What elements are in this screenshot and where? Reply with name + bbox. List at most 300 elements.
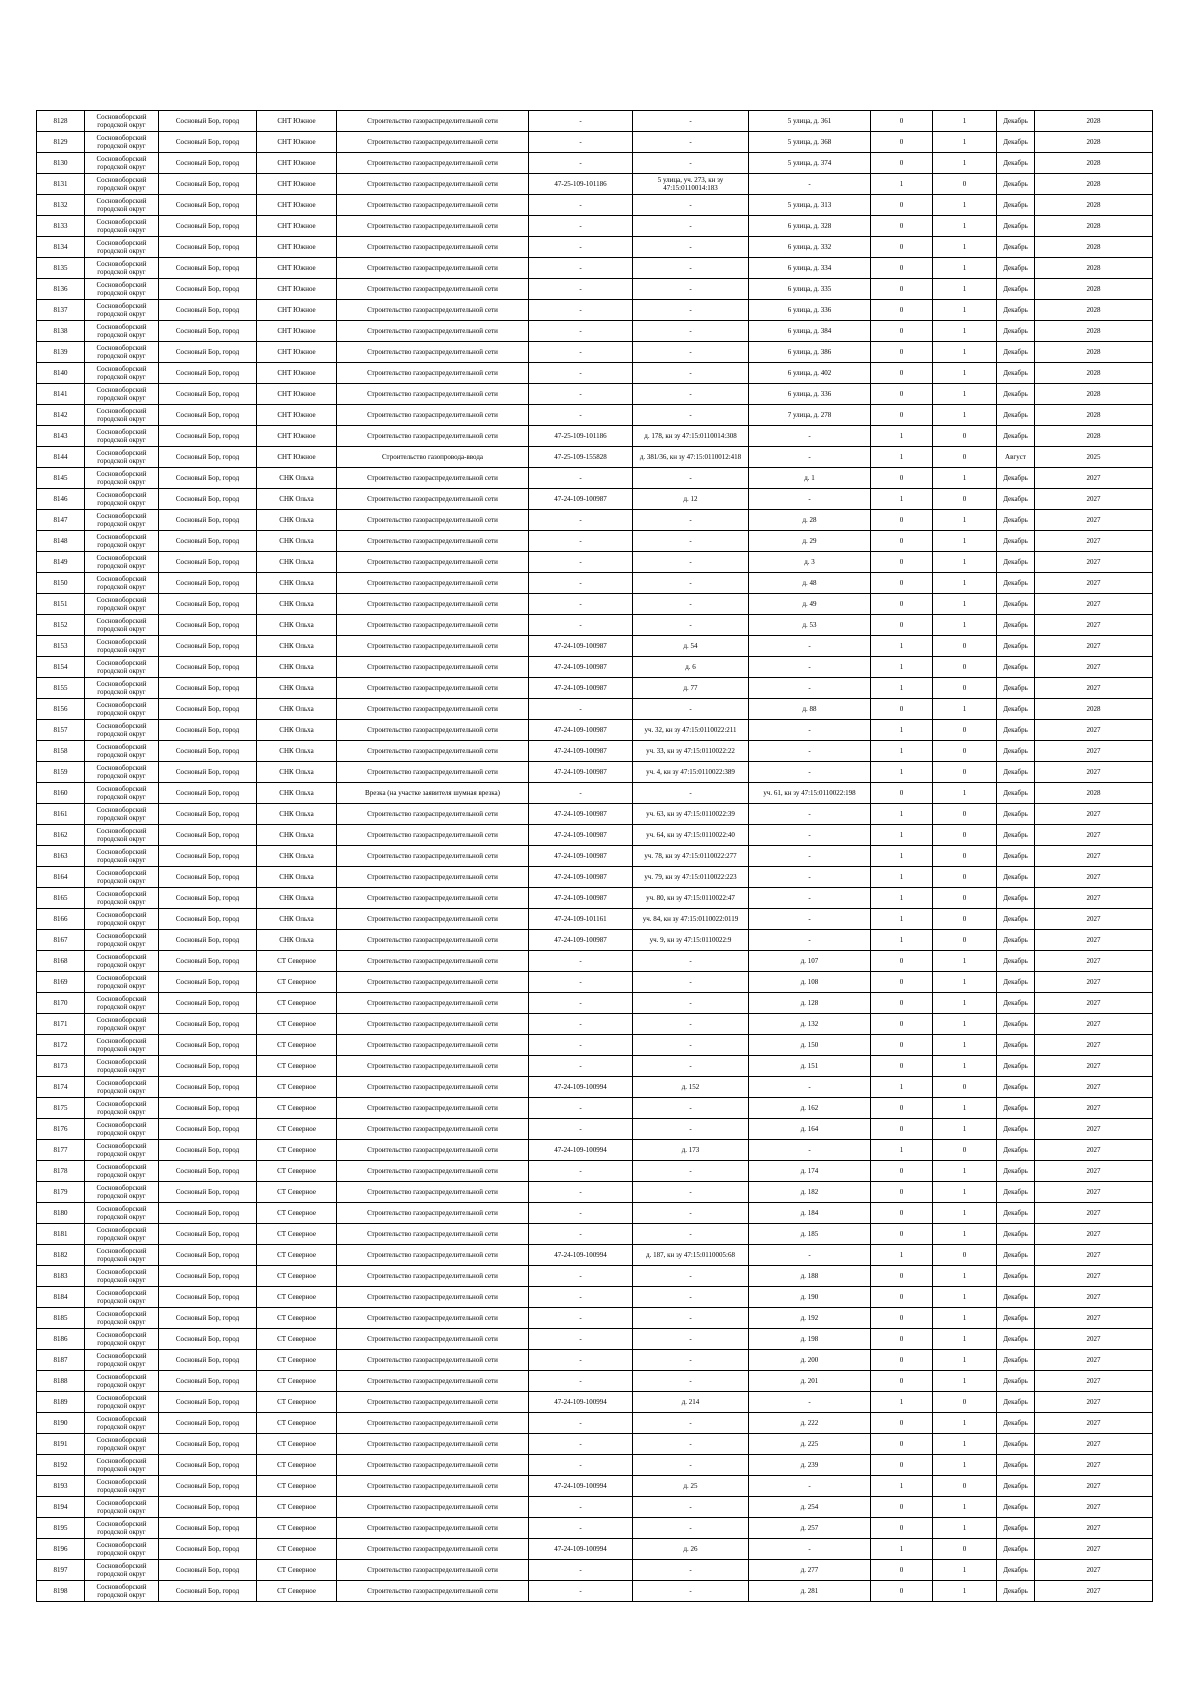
month-cell: Август (997, 447, 1035, 468)
flag-b-cell: 1 (933, 279, 997, 300)
address-cell: - (749, 1140, 871, 1161)
application-number-cell: 47-24-109-100994 (529, 1140, 633, 1161)
flag-b-cell: 0 (933, 720, 997, 741)
row-number-cell: 8172 (37, 1035, 85, 1056)
row-number-cell: 8144 (37, 447, 85, 468)
application-number-cell: 47-24-109-100987 (529, 636, 633, 657)
row-number-cell: 8169 (37, 972, 85, 993)
year-cell: 2027 (1035, 1119, 1153, 1140)
row-number-cell: 8190 (37, 1413, 85, 1434)
community-cell: СНК Ольха (257, 762, 337, 783)
community-cell: СТ Северное (257, 1119, 337, 1140)
flag-b-cell: 1 (933, 1413, 997, 1434)
application-number-cell: - (529, 783, 633, 804)
flag-b-cell: 1 (933, 1224, 997, 1245)
month-cell: Декабрь (997, 237, 1035, 258)
flag-a-cell: 0 (871, 342, 933, 363)
settlement-cell: Сосновый Бор, город (159, 468, 257, 489)
work-type-cell: Строительство газораспределительной сети (337, 111, 529, 132)
year-cell: 2028 (1035, 426, 1153, 447)
month-cell: Декабрь (997, 1539, 1035, 1560)
work-type-cell: Строительство газораспределительной сети (337, 342, 529, 363)
community-cell: СНК Ольха (257, 825, 337, 846)
row-number-cell: 8154 (37, 657, 85, 678)
row-number-cell: 8135 (37, 258, 85, 279)
work-type-cell: Строительство газораспределительной сети (337, 1560, 529, 1581)
settlement-cell: Сосновый Бор, город (159, 258, 257, 279)
plot-info-cell: д. 173 (633, 1140, 749, 1161)
application-number-cell: - (529, 1014, 633, 1035)
settlement-cell: Сосновый Бор, город (159, 1434, 257, 1455)
community-cell: СНК Ольха (257, 867, 337, 888)
community-cell: СТ Северное (257, 1392, 337, 1413)
settlement-cell: Сосновый Бор, город (159, 426, 257, 447)
table-row (37, 1119, 1153, 1140)
year-cell: 2027 (1035, 909, 1153, 930)
address-cell: 5 улица, д. 368 (749, 132, 871, 153)
year-cell: 2027 (1035, 1014, 1153, 1035)
flag-b-cell: 1 (933, 1014, 997, 1035)
district-cell: Сосновоборский городской округ (85, 573, 159, 594)
settlement-cell: Сосновый Бор, город (159, 762, 257, 783)
plot-info-cell: уч. 64, кн зу 47:15:0110022:40 (633, 825, 749, 846)
work-type-cell: Строительство газораспределительной сети (337, 1203, 529, 1224)
row-number-cell: 8158 (37, 741, 85, 762)
address-cell: д. 188 (749, 1266, 871, 1287)
work-type-cell: Строительство газораспределительной сети (337, 468, 529, 489)
table-row (37, 720, 1153, 741)
community-cell: СНК Ольха (257, 468, 337, 489)
month-cell: Декабрь (997, 1224, 1035, 1245)
plot-info-cell: - (633, 1434, 749, 1455)
flag-b-cell: 1 (933, 1098, 997, 1119)
plot-info-cell: - (633, 237, 749, 258)
work-type-cell: Строительство газораспределительной сети (337, 510, 529, 531)
plot-info-cell: д. 381/36, кн зу 47:15:0110012:418 (633, 447, 749, 468)
community-cell: СТ Северное (257, 1056, 337, 1077)
month-cell: Декабрь (997, 825, 1035, 846)
settlement-cell: Сосновый Бор, город (159, 1497, 257, 1518)
row-number-cell: 8139 (37, 342, 85, 363)
community-cell: СНТ Южное (257, 153, 337, 174)
community-cell: СТ Северное (257, 1413, 337, 1434)
settlement-cell: Сосновый Бор, город (159, 741, 257, 762)
year-cell: 2027 (1035, 510, 1153, 531)
community-cell: СНТ Южное (257, 132, 337, 153)
district-cell: Сосновоборский городской округ (85, 216, 159, 237)
district-cell: Сосновоборский городской округ (85, 1098, 159, 1119)
flag-b-cell: 0 (933, 867, 997, 888)
flag-a-cell: 0 (871, 1581, 933, 1602)
application-number-cell: - (529, 111, 633, 132)
plot-info-cell: - (633, 300, 749, 321)
flag-a-cell: 0 (871, 1203, 933, 1224)
year-cell: 2027 (1035, 1560, 1153, 1581)
address-cell: д. 182 (749, 1182, 871, 1203)
application-number-cell: 47-24-109-100987 (529, 825, 633, 846)
table-row (37, 468, 1153, 489)
district-cell: Сосновоборский городской округ (85, 804, 159, 825)
flag-b-cell: 1 (933, 573, 997, 594)
address-cell: 6 улица, д. 336 (749, 384, 871, 405)
community-cell: СНТ Южное (257, 195, 337, 216)
plot-info-cell: уч. 9, кн зу 47:15:0110022:9 (633, 930, 749, 951)
address-cell: д. 132 (749, 1014, 871, 1035)
community-cell: СНК Ольха (257, 573, 337, 594)
year-cell: 2027 (1035, 1098, 1153, 1119)
application-number-cell: 47-25-109-101186 (529, 426, 633, 447)
work-type-cell: Строительство газораспределительной сети (337, 741, 529, 762)
community-cell: СТ Северное (257, 1350, 337, 1371)
plot-info-cell: - (633, 1560, 749, 1581)
flag-a-cell: 0 (871, 1497, 933, 1518)
table-row (37, 1161, 1153, 1182)
settlement-cell: Сосновый Бор, город (159, 321, 257, 342)
year-cell: 2028 (1035, 363, 1153, 384)
flag-a-cell: 1 (871, 1140, 933, 1161)
community-cell: СНК Ольха (257, 615, 337, 636)
row-number-cell: 8134 (37, 237, 85, 258)
row-number-cell: 8128 (37, 111, 85, 132)
application-number-cell: - (529, 1371, 633, 1392)
work-type-cell: Строительство газораспределительной сети (337, 657, 529, 678)
address-cell: - (749, 888, 871, 909)
address-cell: - (749, 1245, 871, 1266)
district-cell: Сосновоборский городской округ (85, 447, 159, 468)
community-cell: СНТ Южное (257, 447, 337, 468)
month-cell: Декабрь (997, 678, 1035, 699)
flag-a-cell: 0 (871, 153, 933, 174)
flag-b-cell: 1 (933, 1434, 997, 1455)
application-number-cell: - (529, 1581, 633, 1602)
table-body (37, 111, 1153, 1602)
year-cell: 2027 (1035, 1308, 1153, 1329)
address-cell: 6 улица, д. 335 (749, 279, 871, 300)
work-type-cell: Строительство газораспределительной сети (337, 363, 529, 384)
plot-info-cell: - (633, 510, 749, 531)
flag-b-cell: 0 (933, 888, 997, 909)
month-cell: Декабрь (997, 153, 1035, 174)
address-cell: д. 257 (749, 1518, 871, 1539)
district-cell: Сосновоборский городской округ (85, 1560, 159, 1581)
application-number-cell: - (529, 1161, 633, 1182)
community-cell: СНТ Южное (257, 216, 337, 237)
month-cell: Декабрь (997, 1203, 1035, 1224)
settlement-cell: Сосновый Бор, город (159, 1077, 257, 1098)
row-number-cell: 8179 (37, 1182, 85, 1203)
year-cell: 2027 (1035, 804, 1153, 825)
table-row (37, 1476, 1153, 1497)
settlement-cell: Сосновый Бор, город (159, 279, 257, 300)
district-cell: Сосновоборский городской округ (85, 342, 159, 363)
settlement-cell: Сосновый Бор, город (159, 300, 257, 321)
plot-info-cell: - (633, 1119, 749, 1140)
flag-b-cell: 1 (933, 552, 997, 573)
district-cell: Сосновоборский городской округ (85, 321, 159, 342)
plot-info-cell: уч. 84, кн зу 47:15:0110022:0119 (633, 909, 749, 930)
flag-b-cell: 1 (933, 384, 997, 405)
district-cell: Сосновоборский городской округ (85, 636, 159, 657)
row-number-cell: 8173 (37, 1056, 85, 1077)
address-cell: д. 192 (749, 1308, 871, 1329)
district-cell: Сосновоборский городской округ (85, 615, 159, 636)
year-cell: 2027 (1035, 1497, 1153, 1518)
district-cell: Сосновоборский городской округ (85, 1497, 159, 1518)
table-row (37, 846, 1153, 867)
plot-info-cell: - (633, 1266, 749, 1287)
flag-a-cell: 0 (871, 552, 933, 573)
application-number-cell: - (529, 1560, 633, 1581)
district-cell: Сосновоборский городской округ (85, 1119, 159, 1140)
community-cell: СНТ Южное (257, 300, 337, 321)
flag-b-cell: 0 (933, 909, 997, 930)
application-number-cell: 47-24-109-100987 (529, 888, 633, 909)
row-number-cell: 8170 (37, 993, 85, 1014)
plot-info-cell: - (633, 258, 749, 279)
row-number-cell: 8198 (37, 1581, 85, 1602)
year-cell: 2027 (1035, 1035, 1153, 1056)
flag-a-cell: 1 (871, 636, 933, 657)
application-number-cell: - (529, 1287, 633, 1308)
month-cell: Декабрь (997, 1497, 1035, 1518)
year-cell: 2027 (1035, 1203, 1153, 1224)
settlement-cell: Сосновый Бор, город (159, 1203, 257, 1224)
settlement-cell: Сосновый Бор, город (159, 447, 257, 468)
table-row (37, 1518, 1153, 1539)
application-number-cell: 47-24-109-100987 (529, 657, 633, 678)
table-row (37, 909, 1153, 930)
settlement-cell: Сосновый Бор, город (159, 342, 257, 363)
address-cell: - (749, 930, 871, 951)
flag-a-cell: 0 (871, 1560, 933, 1581)
application-number-cell: - (529, 237, 633, 258)
row-number-cell: 8192 (37, 1455, 85, 1476)
month-cell: Декабрь (997, 174, 1035, 195)
settlement-cell: Сосновый Бор, город (159, 1413, 257, 1434)
year-cell: 2027 (1035, 468, 1153, 489)
application-number-cell: - (529, 1266, 633, 1287)
work-type-cell: Строительство газораспределительной сети (337, 1245, 529, 1266)
application-number-cell: - (529, 1413, 633, 1434)
plot-info-cell: д. 54 (633, 636, 749, 657)
application-number-cell: - (529, 972, 633, 993)
address-cell: д. 184 (749, 1203, 871, 1224)
district-cell: Сосновоборский городской округ (85, 909, 159, 930)
flag-b-cell: 1 (933, 405, 997, 426)
month-cell: Декабрь (997, 405, 1035, 426)
work-type-cell: Строительство газораспределительной сети (337, 1455, 529, 1476)
document-page (36, 110, 1152, 1602)
community-cell: СНТ Южное (257, 342, 337, 363)
row-number-cell: 8161 (37, 804, 85, 825)
community-cell: СНК Ольха (257, 636, 337, 657)
settlement-cell: Сосновый Бор, город (159, 825, 257, 846)
application-number-cell: 47-24-109-100987 (529, 930, 633, 951)
month-cell: Декабрь (997, 1371, 1035, 1392)
district-cell: Сосновоборский городской округ (85, 1350, 159, 1371)
district-cell: Сосновоборский городской округ (85, 111, 159, 132)
application-number-cell: 47-24-109-100994 (529, 1077, 633, 1098)
application-number-cell: - (529, 1455, 633, 1476)
application-number-cell: 47-24-109-100987 (529, 741, 633, 762)
address-cell: д. 48 (749, 573, 871, 594)
district-cell: Сосновоборский городской округ (85, 762, 159, 783)
flag-b-cell: 1 (933, 300, 997, 321)
flag-b-cell: 0 (933, 636, 997, 657)
district-cell: Сосновоборский городской округ (85, 384, 159, 405)
address-cell: д. 190 (749, 1287, 871, 1308)
table-row (37, 972, 1153, 993)
application-number-cell: - (529, 615, 633, 636)
address-cell: - (749, 174, 871, 195)
work-type-cell: Строительство газораспределительной сети (337, 930, 529, 951)
settlement-cell: Сосновый Бор, город (159, 1098, 257, 1119)
row-number-cell: 8156 (37, 699, 85, 720)
address-cell: д. 277 (749, 1560, 871, 1581)
address-cell: д. 28 (749, 510, 871, 531)
address-cell: - (749, 447, 871, 468)
month-cell: Декабрь (997, 1077, 1035, 1098)
application-number-cell: - (529, 1329, 633, 1350)
plot-info-cell: - (633, 699, 749, 720)
work-type-cell: Строительство газораспределительной сети (337, 1035, 529, 1056)
address-cell: - (749, 657, 871, 678)
work-type-cell: Строительство газораспределительной сети (337, 993, 529, 1014)
table-row (37, 510, 1153, 531)
month-cell: Декабрь (997, 1035, 1035, 1056)
address-cell: 6 улица, д. 334 (749, 258, 871, 279)
address-cell: 6 улица, д. 384 (749, 321, 871, 342)
district-cell: Сосновоборский городской округ (85, 510, 159, 531)
address-cell: 7 улица, д. 278 (749, 405, 871, 426)
table-row (37, 300, 1153, 321)
work-type-cell: Строительство газораспределительной сети (337, 1266, 529, 1287)
work-type-cell: Строительство газораспределительной сети (337, 804, 529, 825)
flag-a-cell: 0 (871, 951, 933, 972)
plot-info-cell: уч. 32, кн зу 47:15:0110022:211 (633, 720, 749, 741)
plot-info-cell: д. 12 (633, 489, 749, 510)
community-cell: СТ Северное (257, 951, 337, 972)
row-number-cell: 8148 (37, 531, 85, 552)
row-number-cell: 8160 (37, 783, 85, 804)
address-cell: - (749, 825, 871, 846)
application-number-cell: - (529, 951, 633, 972)
address-cell: д. 201 (749, 1371, 871, 1392)
address-cell: д. 222 (749, 1413, 871, 1434)
community-cell: СНК Ольха (257, 804, 337, 825)
application-number-cell: - (529, 342, 633, 363)
plot-info-cell: - (633, 783, 749, 804)
community-cell: СТ Северное (257, 1539, 337, 1560)
district-cell: Сосновоборский городской округ (85, 993, 159, 1014)
year-cell: 2028 (1035, 300, 1153, 321)
row-number-cell: 8189 (37, 1392, 85, 1413)
district-cell: Сосновоборский городской округ (85, 657, 159, 678)
flag-a-cell: 1 (871, 1539, 933, 1560)
address-cell: д. 225 (749, 1434, 871, 1455)
district-cell: Сосновоборский городской округ (85, 1035, 159, 1056)
month-cell: Декабрь (997, 636, 1035, 657)
table-row (37, 1287, 1153, 1308)
year-cell: 2028 (1035, 699, 1153, 720)
plot-info-cell: - (633, 195, 749, 216)
row-number-cell: 8186 (37, 1329, 85, 1350)
district-cell: Сосновоборский городской округ (85, 1308, 159, 1329)
application-number-cell: - (529, 258, 633, 279)
flag-b-cell: 1 (933, 1350, 997, 1371)
application-number-cell: - (529, 1434, 633, 1455)
month-cell: Декабрь (997, 111, 1035, 132)
settlement-cell: Сосновый Бор, город (159, 510, 257, 531)
year-cell: 2025 (1035, 447, 1153, 468)
settlement-cell: Сосновый Бор, город (159, 1140, 257, 1161)
month-cell: Декабрь (997, 1329, 1035, 1350)
work-type-cell: Строительство газораспределительной сети (337, 426, 529, 447)
address-cell: - (749, 489, 871, 510)
table-row (37, 342, 1153, 363)
settlement-cell: Сосновый Бор, город (159, 636, 257, 657)
month-cell: Декабрь (997, 720, 1035, 741)
application-number-cell: - (529, 531, 633, 552)
district-cell: Сосновоборский городской округ (85, 531, 159, 552)
row-number-cell: 8184 (37, 1287, 85, 1308)
row-number-cell: 8146 (37, 489, 85, 510)
table-row (37, 762, 1153, 783)
table-row (37, 237, 1153, 258)
work-type-cell: Строительство газораспределительной сети (337, 1056, 529, 1077)
district-cell: Сосновоборский городской округ (85, 237, 159, 258)
work-type-cell: Врезка (на участке заявителя шумная врезка) (337, 783, 529, 804)
district-cell: Сосновоборский городской округ (85, 552, 159, 573)
plot-info-cell: - (633, 216, 749, 237)
plot-info-cell: - (633, 342, 749, 363)
flag-b-cell: 1 (933, 195, 997, 216)
table-row (37, 783, 1153, 804)
year-cell: 2027 (1035, 1476, 1153, 1497)
table-row (37, 174, 1153, 195)
row-number-cell: 8171 (37, 1014, 85, 1035)
row-number-cell: 8151 (37, 594, 85, 615)
address-cell: д. 150 (749, 1035, 871, 1056)
year-cell: 2027 (1035, 615, 1153, 636)
work-type-cell: Строительство газораспределительной сети (337, 132, 529, 153)
plot-info-cell: - (633, 1371, 749, 1392)
row-number-cell: 8137 (37, 300, 85, 321)
year-cell: 2028 (1035, 195, 1153, 216)
plot-info-cell: - (633, 132, 749, 153)
row-number-cell: 8162 (37, 825, 85, 846)
flag-b-cell: 0 (933, 657, 997, 678)
work-type-cell: Строительство газораспределительной сети (337, 1371, 529, 1392)
table-row (37, 321, 1153, 342)
community-cell: СТ Северное (257, 993, 337, 1014)
flag-b-cell: 1 (933, 699, 997, 720)
work-type-cell: Строительство газораспределительной сети (337, 552, 529, 573)
community-cell: СТ Северное (257, 1014, 337, 1035)
row-number-cell: 8176 (37, 1119, 85, 1140)
application-number-cell: - (529, 1350, 633, 1371)
settlement-cell: Сосновый Бор, город (159, 1056, 257, 1077)
row-number-cell: 8182 (37, 1245, 85, 1266)
community-cell: СНК Ольха (257, 552, 337, 573)
table-row (37, 426, 1153, 447)
district-cell: Сосновоборский городской округ (85, 825, 159, 846)
community-cell: СНК Ольха (257, 846, 337, 867)
address-cell: д. 3 (749, 552, 871, 573)
flag-b-cell: 1 (933, 1287, 997, 1308)
address-cell: - (749, 741, 871, 762)
flag-a-cell: 0 (871, 1434, 933, 1455)
